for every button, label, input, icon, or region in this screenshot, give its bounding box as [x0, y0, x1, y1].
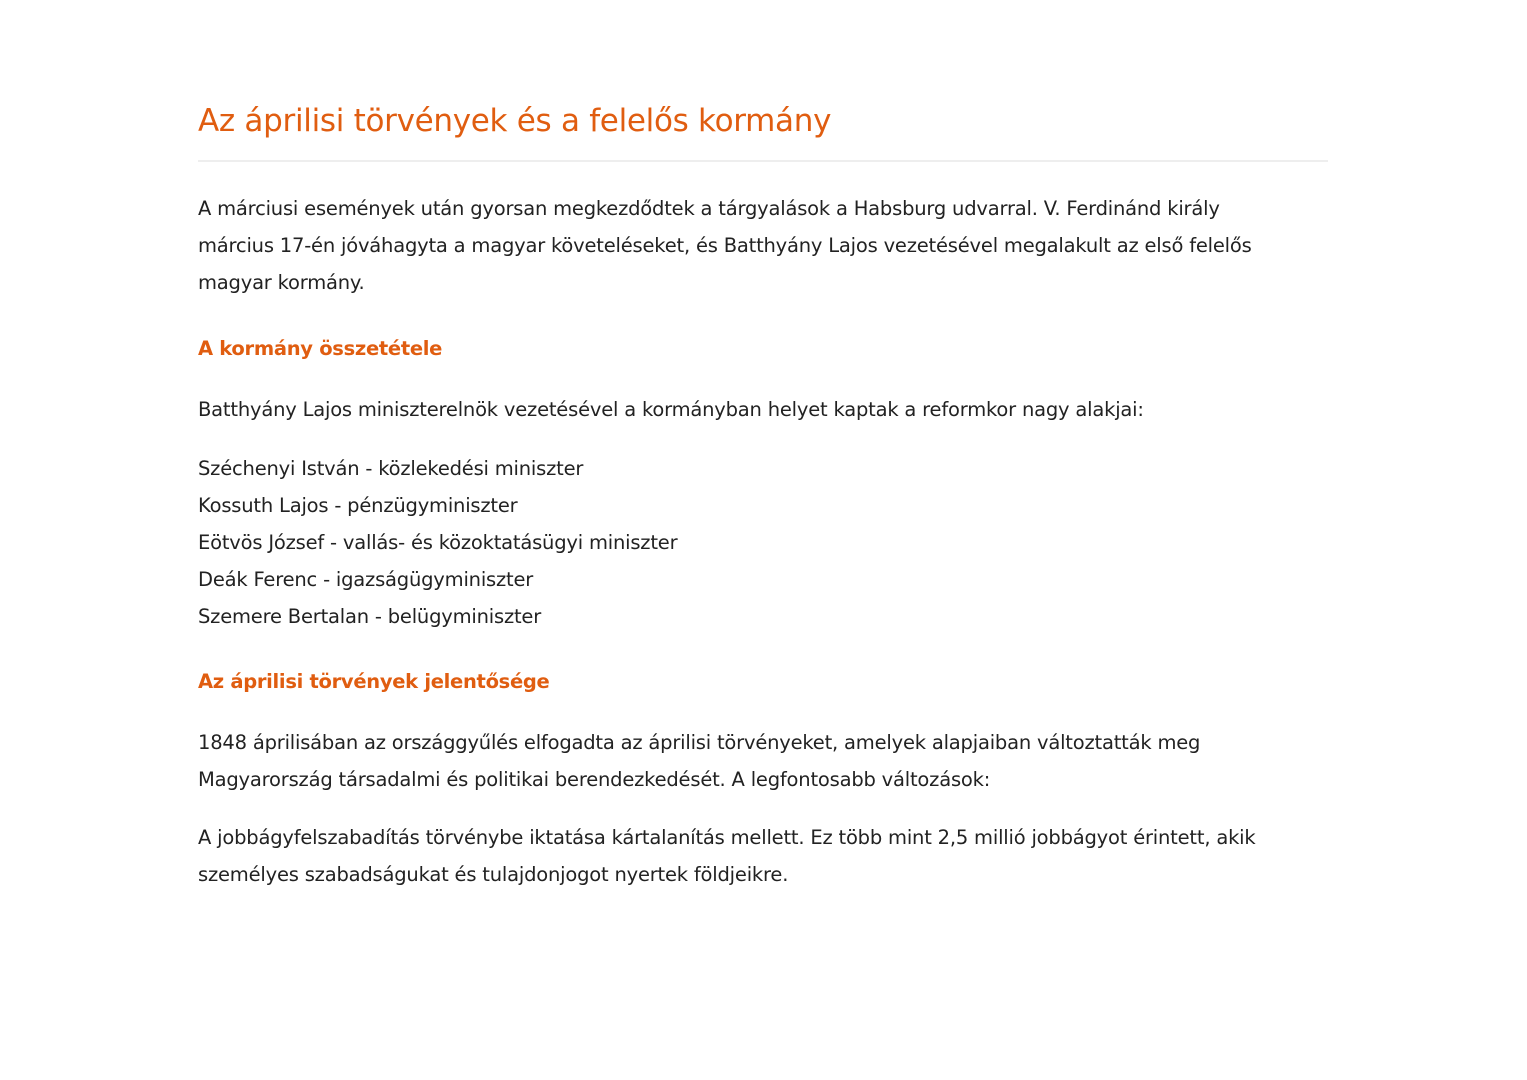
list-item: Deák Ferenc - igazságügyminiszter: [198, 568, 534, 591]
page-title: Az áprilisi törvények és a felelős kormány: [198, 103, 832, 139]
section-heading-government: A kormány összetétele: [198, 337, 443, 360]
list-item: Kossuth Lajos - pénzügyminiszter: [198, 494, 518, 517]
list-item: Eötvös József - vallás- és közoktatásügyi miniszter: [198, 531, 678, 554]
intro-paragraph: A márciusi események után gyorsan megkezdődtek a tárgyalások a Habsburg udvarral. V. Ferdinánd király március 17-én jóváhagyta a magyar követeléseket, és Batthyány Lajos vezetésével megalakult az első felelős magyar kormány.: [198, 197, 1252, 294]
list-item: Szemere Bertalan - belügyminiszter: [198, 605, 542, 628]
list-item: Széchenyi István - közlekedési miniszter: [198, 457, 584, 480]
government-paragraph: Batthyány Lajos miniszterelnök vezetésével a kormányban helyet kaptak a reformkor nagy alakjai:: [198, 398, 1144, 421]
section-heading-significance: Az áprilisi törvények jelentősége: [198, 670, 550, 693]
significance-paragraph: 1848 áprilisában az országgyűlés elfogadta az áprilisi törvényeket, amelyek alapjaiban változtatták meg Magyarország társadalmi és politikai berendezkedését. A legfontosabb változások:: [198, 731, 1201, 791]
serf-emancipation-paragraph: A jobbágyfelszabadítás törvénybe iktatása kártalanítás mellett. Ez több mint 2,5 millió jobbágyot érintett, akik személyes szabadságukat és tulajdonjogot nyertek földjeikre.: [198, 826, 1256, 886]
ministers-list: [198, 450, 677, 635]
title-divider: [198, 160, 1328, 162]
